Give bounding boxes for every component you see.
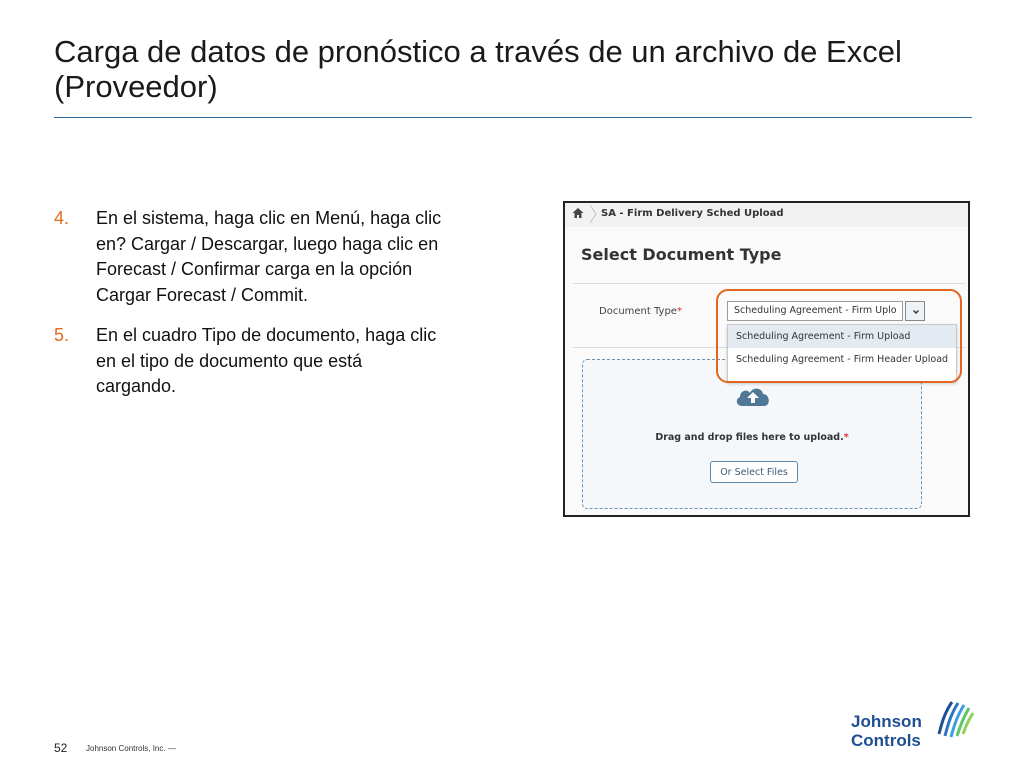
document-type-label-text: Document Type: [599, 306, 677, 317]
step-number: 5.: [54, 325, 70, 345]
drop-instructions: [583, 432, 921, 443]
cloud-upload-icon: [733, 384, 773, 408]
section-heading: Select Document Type: [581, 245, 782, 264]
footer-company: Johnson Controls, Inc. —: [86, 744, 176, 753]
step-number: 4.: [54, 208, 70, 228]
logo-mark-icon: [935, 698, 975, 738]
breadcrumb-page: SA - Firm Delivery Sched Upload: [601, 208, 784, 219]
logo-wordmark: [851, 712, 922, 750]
step-text: En el sistema, haga clic en Menú, haga clic en? Cargar / Descargar, luego haga clic en Forecast / Confirmar carga en la opción Cargar Forecast / Commit.: [96, 208, 442, 305]
instruction-step: [54, 206, 444, 308]
dropdown-option[interactable]: Scheduling Agreement - Firm Upload: [728, 325, 956, 348]
breadcrumb-separator-icon: [589, 205, 597, 223]
logo-line-2: Controls: [851, 731, 921, 750]
document-type-label: [599, 306, 682, 317]
required-marker: *: [676, 306, 682, 317]
title-divider: [54, 117, 972, 118]
company-logo: [851, 698, 975, 754]
dropdown-option[interactable]: Scheduling Agreement - Firm Header Upload: [736, 354, 949, 365]
page-number: 52: [54, 741, 68, 755]
slide-title: Carga de datos de pronóstico a través de un archivo de Excel (Proveedor): [54, 34, 902, 104]
highlight-callout: [716, 289, 962, 383]
drop-instructions-text: Drag and drop files here to upload.: [655, 432, 844, 443]
select-files-button[interactable]: Or Select Files: [710, 461, 798, 483]
section-divider: [573, 283, 965, 284]
app-screenshot: [563, 201, 970, 517]
logo-line-1: Johnson: [851, 712, 922, 731]
instruction-list: [54, 206, 444, 415]
home-icon[interactable]: [571, 206, 585, 220]
instruction-step: [54, 323, 444, 400]
document-type-select[interactable]: Scheduling Agreement - Firm Uplo: [727, 301, 903, 321]
required-marker: *: [843, 432, 849, 443]
breadcrumb: [565, 203, 968, 227]
step-text: En el cuadro Tipo de documento, haga clic en el tipo de documento que está cargando.: [96, 325, 437, 396]
